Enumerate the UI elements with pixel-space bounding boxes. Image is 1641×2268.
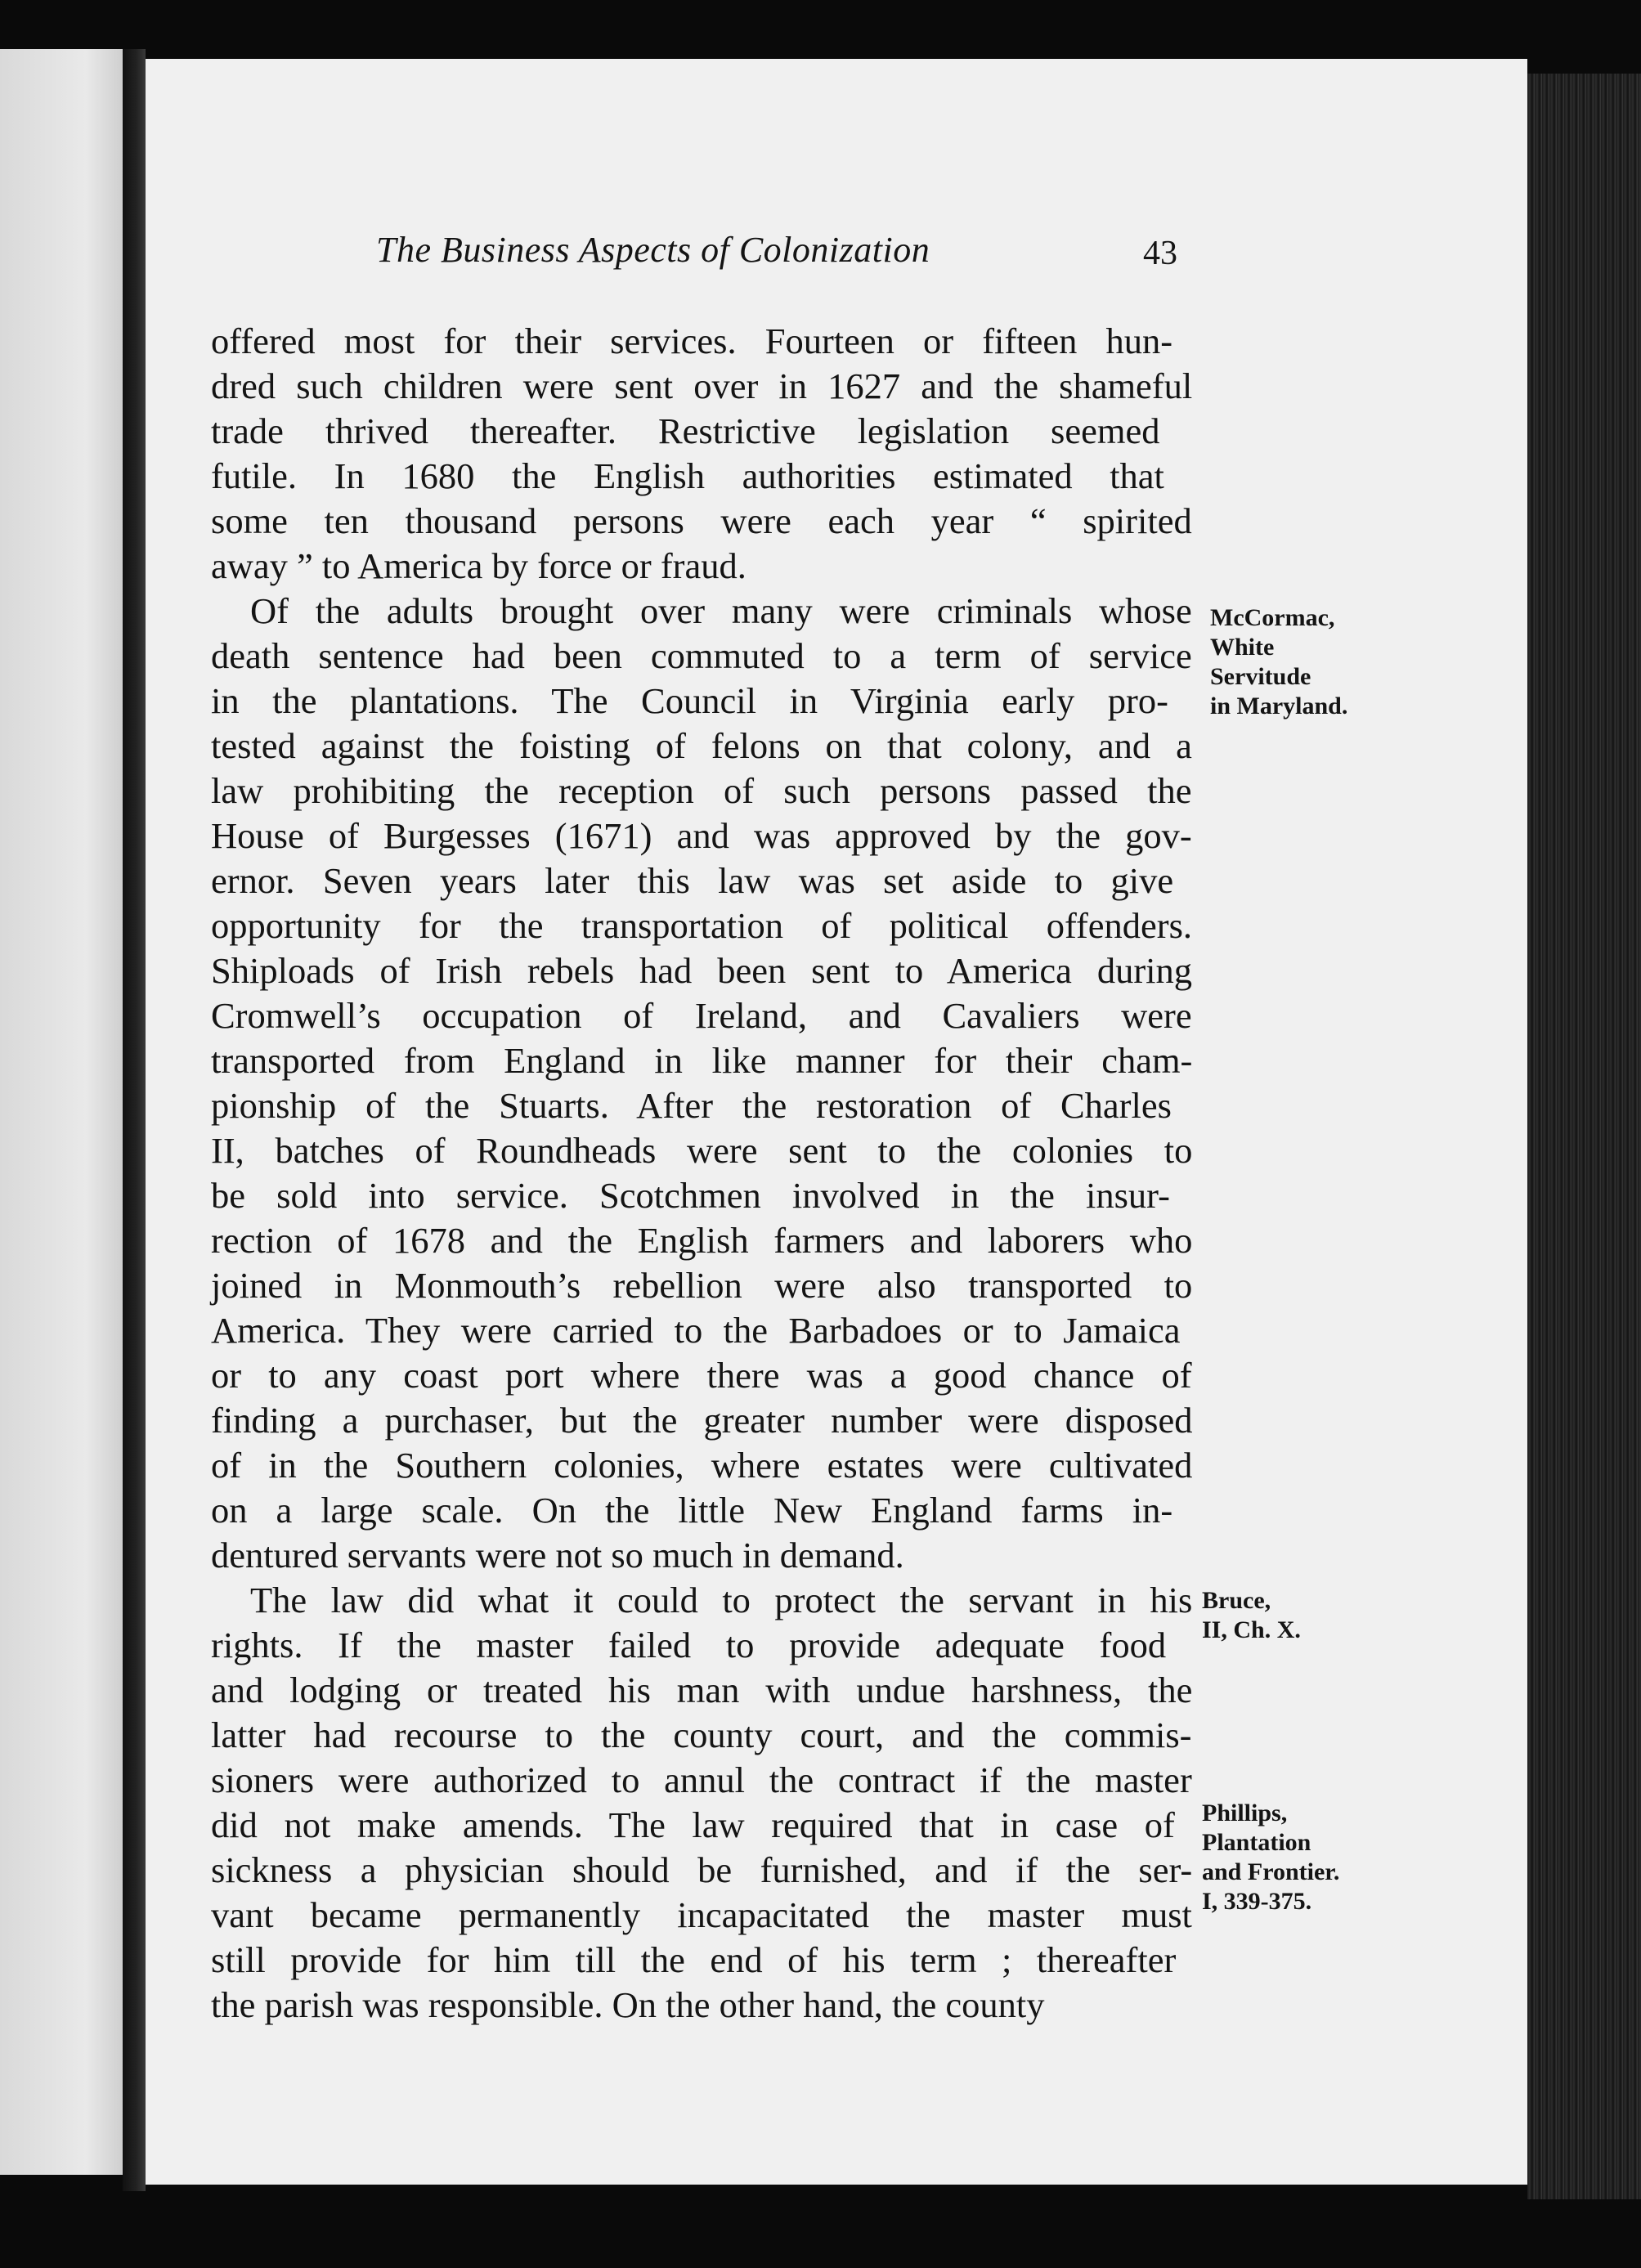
text-line: America. They were carried to the Barbadoes or to Jamaica bbox=[211, 1310, 1181, 1351]
text-line: pionship of the Stuarts. After the restoration of Charles bbox=[211, 1085, 1172, 1126]
text-line: transported from England in like manner for their cham- bbox=[211, 1040, 1193, 1081]
text-line: sickness a physician should be furnished, and if the ser- bbox=[211, 1849, 1193, 1890]
text-line: sioners were authorized to annul the contract if the master bbox=[211, 1759, 1192, 1800]
text-line: futile. In 1680 the English authorities estimated that bbox=[211, 455, 1164, 496]
margin-note-line: in Maryland. bbox=[1210, 693, 1348, 719]
text-line: dentured servants were not so much in demand. bbox=[211, 1535, 904, 1575]
text-line: law prohibiting the reception of such persons passed the bbox=[211, 770, 1192, 811]
text-line: did not make amends. The law required that in case of bbox=[211, 1804, 1175, 1845]
text-line: trade thrived thereafter. Restrictive legislation seemed bbox=[211, 410, 1160, 451]
text-line: dred such children were sent over in 1627 and the shameful bbox=[211, 365, 1193, 406]
margin-note-line: and Frontier. bbox=[1202, 1858, 1340, 1885]
text-line: offered most for their services. Fourteen or fifteen hun- bbox=[211, 320, 1173, 361]
text-line: rection of 1678 and the English farmers and laborers who bbox=[211, 1220, 1193, 1261]
margin-note-line: Bruce, bbox=[1202, 1587, 1271, 1614]
text-line: opportunity for the transportation of political offenders. bbox=[211, 905, 1193, 946]
text-line: or to any coast port where there was a good chance of bbox=[211, 1355, 1192, 1396]
text-line: on a large scale. On the little New England farms in- bbox=[211, 1490, 1173, 1531]
running-title: The Business Aspects of Colonization bbox=[376, 230, 930, 270]
text-line: in the plantations. The Council in Virginia early pro- bbox=[211, 680, 1168, 721]
text-line: of in the Southern colonies, where estates were cultivated bbox=[211, 1445, 1193, 1486]
paragraph-first-line: The law did what it could to protect the servant in his bbox=[250, 1580, 1193, 1620]
text-line: be sold into service. Scotchmen involved in the insur- bbox=[211, 1175, 1170, 1216]
book-gutter bbox=[123, 49, 146, 2191]
margin-note-line: McCormac, bbox=[1210, 604, 1335, 631]
text-line: II, batches of Roundheads were sent to the colonies to bbox=[211, 1130, 1193, 1171]
text-line: away ” to America by force or fraud. bbox=[211, 545, 747, 586]
text-line: joined in Monmouth’s rebellion were also transported to bbox=[211, 1265, 1193, 1306]
page-number: 43 bbox=[1143, 235, 1177, 272]
margin-note-phillips bbox=[1202, 1799, 1339, 1916]
margin-note-mccormac bbox=[1210, 603, 1347, 721]
text-line: House of Burgesses (1671) and was approved by the gov- bbox=[211, 815, 1192, 856]
margin-note-line: II, Ch. X. bbox=[1202, 1616, 1301, 1643]
paragraph-first-line: Of the adults brought over many were criminals whose bbox=[250, 590, 1192, 631]
margin-note-bruce bbox=[1202, 1586, 1301, 1645]
text-line: still provide for him till the end of his term ; thereafter bbox=[211, 1939, 1177, 1980]
text-line: some ten thousand persons were each year “ spirited bbox=[211, 500, 1192, 541]
text-line: rights. If the master failed to provide adequate food bbox=[211, 1625, 1167, 1665]
margin-note-line: Plantation bbox=[1202, 1829, 1311, 1856]
text-line: finding a purchaser, but the greater number were disposed bbox=[211, 1400, 1193, 1441]
text-line: tested against the foisting of felons on that colony, and a bbox=[211, 725, 1192, 766]
margin-note-line: White bbox=[1210, 634, 1275, 661]
text-line: latter had recourse to the county court, and the commis- bbox=[211, 1714, 1192, 1755]
text-line: death sentence had been commuted to a term of service bbox=[211, 635, 1192, 676]
text-line: the parish was responsible. On the other hand, the county bbox=[211, 1984, 1045, 2025]
margin-note-line: I, 339-375. bbox=[1202, 1888, 1312, 1915]
text-line: Shiploads of Irish rebels had been sent to America during bbox=[211, 950, 1193, 991]
running-header bbox=[360, 229, 1194, 278]
text-line: vant became permanently incapacitated the master must bbox=[211, 1894, 1192, 1935]
margin-note-line: Phillips, bbox=[1202, 1800, 1288, 1827]
text-line: Cromwell’s occupation of Ireland, and Cavaliers were bbox=[211, 995, 1192, 1036]
page-stack-edge bbox=[1527, 74, 1641, 2199]
text-line: ernor. Seven years later this law was set aside to give bbox=[211, 860, 1174, 901]
text-line: and lodging or treated his man with undue harshness, the bbox=[211, 1670, 1193, 1710]
facing-page-edge bbox=[0, 49, 123, 2175]
margin-note-line: Servitude bbox=[1210, 663, 1311, 690]
